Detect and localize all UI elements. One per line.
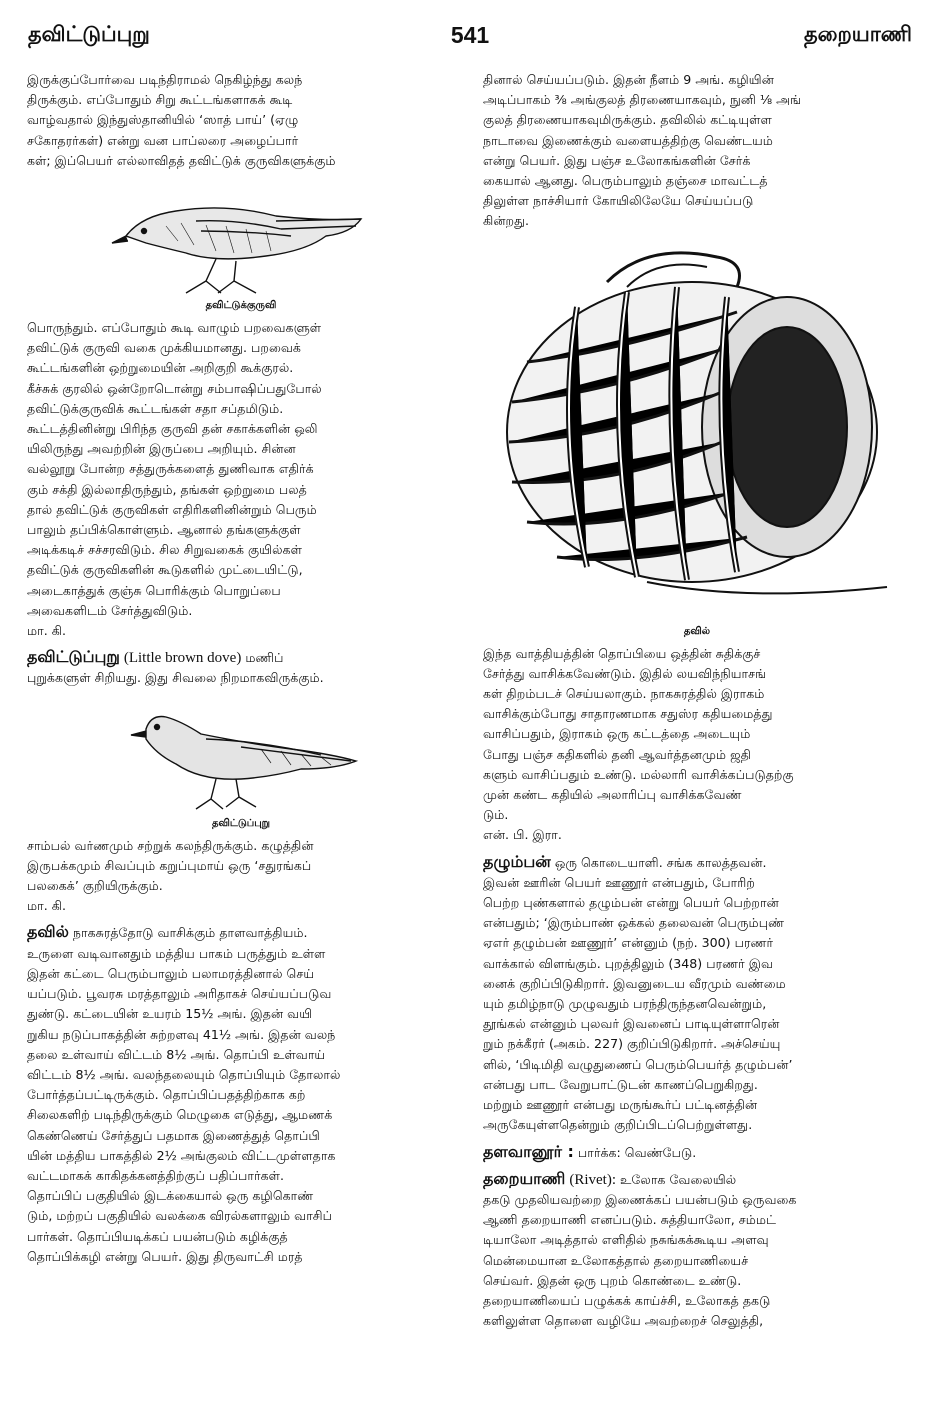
entry-english-name: (Little brown dove)	[123, 650, 242, 667]
entry-heading: தழும்பன்	[483, 851, 551, 871]
author-initials: மா. கி.	[27, 623, 67, 639]
dove-bird-illustration	[121, 699, 361, 814]
entry-text: மணிப் புறுக்களுள் சிறியது. இது சிவலை நிறமாகவிருக்கும்.	[27, 650, 324, 686]
figure-caption: தவிட்டுக்குருவி	[205, 300, 277, 312]
right-column	[483, 70, 911, 1415]
figure-caption: தவில்	[683, 625, 711, 637]
paragraph	[483, 644, 911, 846]
entry-thalavanur	[483, 1142, 911, 1163]
author-initials: என். பி. இரா.	[483, 827, 562, 843]
entry-thazhumban	[483, 852, 911, 1136]
figure-caption: தவிட்டுப்புறு	[211, 817, 271, 829]
page-number: 541	[450, 22, 490, 48]
entry-little-brown-dove	[27, 647, 455, 688]
entry-heading: தவில்	[27, 922, 69, 942]
header-right-title: தறையாணி	[803, 22, 912, 46]
paragraph	[27, 318, 455, 641]
author-initials: மா. கி.	[27, 898, 67, 914]
thavil-drum-illustration	[487, 242, 907, 622]
entry-text: பார்க்க: வெண்பேடு.	[573, 1144, 697, 1160]
paragraph	[27, 836, 455, 917]
entry-heading: தவிட்டுப்புறு	[27, 647, 120, 667]
paragraph-text: இந்த வாத்தியத்தின் தொப்பியை ஒத்தின் சுதிக்குச் சேர்த்து வாசிக்கவேண்டும். இதில் லயவிந்நியாசங் கள் திறம்படச் செய்யலாகும். நாகசுரத்தில் இராகம் வாசிக்கும்போது சாதாரணமாக சதுஸ்ர கதியமைத்து வாசிப்பதும், இராகம் ஒரு கட்டத்தை அடையும் போது பஞ்ச கதிகளில் தனி ஆவர்த்தனமும் ஜதி களும் வாசிப்பதும் உண்டு. மல்லாரி வாசிக்கப்படுதற்கு முன் கண்ட கதியில் அலாரிப்பு வாசிக்கவேண் டும்.	[483, 645, 794, 823]
entry-english-name: (Rivet):	[569, 1171, 616, 1188]
figure-babbler	[27, 181, 455, 312]
page-header	[0, 22, 940, 62]
entry-text: உலோக வேலையில் தகடு முதலியவற்றை இணைக்கப் பயன்படும் ஒருவகை ஆணி தறையாணி எனப்படும். சுத்தியாலோ, சம்மட் டியாலோ அடித்தால் எளிதில் நசுங்கக்கூடிய அளவு மென்மையான உலோகத்தால் தறையாணியைச் செய்வர். இதன் ஒரு புறம் கொண்டை உண்டு. தறையாணியைப் பழுக்கக் காய்ச்சி, உலோகத் தகடு களிலுள்ள தொளை வழியே அவற்றைச் செலுத்தி,	[483, 1171, 797, 1329]
entry-rivet	[483, 1169, 911, 1332]
left-column	[27, 70, 455, 1415]
paragraph-text: சாம்பல் வர்ணமும் சற்றுக் கலந்திருக்கும். கழுத்தின் இருபக்கமும் சிவப்பும் கறுப்புமாய் ஒரு ‘சதுரங்கப் பலகைக்’ குறியிருக்கும்.	[27, 837, 314, 894]
babbler-bird-illustration	[106, 181, 376, 296]
figure-thavil-drum	[483, 242, 911, 638]
paragraph-text: பொருந்தும். எப்போதும் கூடி வாழும் பறவைகளுள் தவிட்டுக் குருவி வகை முக்கியமானது. பறவைக் கூட்டங்களின் ஒற்றுமையின் அறிகுறி கூக்குரல். கீச்சுக் குரலில் ஒன்றோடொன்று சம்பாஷிப்பதுபோல் தவிட்டுக்குருவிக் கூட்டங்கள் சதா சப்தமிடும். கூட்டத்தினின்று பிரிந்த குருவி தன் சகாக்களின் ஒலி யிலிருந்து அவற்றின் இருப்பை அறியும். சின்ன வல்லூறு போன்ற சத்துருக்களைத் துணிவாக எதிர்க் கும் சக்தி இல்லாதிருந்தும், தங்கள் ஒற்றுமை பலத் தால் தவிட்டுக் குருவிகள் எதிரிகளினின்றும் பெரும் பாலும் தப்பிக்கொள்ளும். ஆனால் தங்களுக்குள் அடிக்கடிச் சச்சரவிடும். சில சிறுவகைக் குயில்கள் தவிட்டுக் குருவிகளின் கூடுகளில் முட்டையிட்டு, அடைகாத்துக் குஞ்சு பொரிக்கும் பொறுப்பை அவைகளிடம் சேர்த்துவிடும்.	[27, 320, 322, 618]
header-left-title: தவிட்டுப்புறு	[28, 22, 150, 46]
entry-text: ஒரு கொடையாளி. சங்க காலத்தவன். இவன் ஊரின் பெயர் ஊணூர் என்பதும், போரிற் பெற்ற புண்களால் தழும்பன் என்று பெயர் பெற்றான் என்பதும்; ‘இரும்பாண் ஒக்கல் தலைவன் பெரும்புண் ஏஎர் தழும்பன் ஊணூர்’ என்னும் (நற். 300) பரணர் வாக்கால் விளங்கும். புறத்திலும் (348) பரணர் இவ னைக் குறிப்பிடுகிறார். இவனுடைய வீரமும் வண்மை யும் தமிழ்நாடு முழுவதும் பரந்திருந்தனவென்றும், தூங்கல் என்னும் புலவர் இவனைப் பாடியுள்ளாரென் றும் நக்கீரர் (அகம். 227) குறிப்பிடுகிறார். அச்செய்யு ளில், ‘பிடிமிதி வழுதுணைப் பெரும்பெயர்த் தழும்பன்’ என்பது பாட வேறுபாட்டுடன் காணப்பெறுகிறது. மற்றும் ஊணூர் என்பது மருங்கூர்ப் பட்டினத்தின் அருகேயுள்ளதென்றும் குறிப்பிடப்பெற்றுள்ளது.	[483, 854, 793, 1133]
paragraph: தினால் செய்யப்படும். இதன் நீளம் 9 அங். கழியின் அடிப்பாகம் ⅜ அங்குலத் திரணையாகவும், நுனி ⅛ அங் குலத் திரணையாகவுமிருக்கும். தவிலில் கட்டியுள்ள நாடாவை இணைக்கும் வளையத்திற்கு வெண்டயம் என்று பெயர். இது பஞ்ச உலோகங்களின் சேர்க் கையால் ஆனது. பெரும்பாலும் தஞ்சை மாவட்டத் திலுள்ள நாச்சியார் கோயிலிலேயே செய்யப்படு கின்றது.	[483, 72, 802, 229]
paragraph: இருக்குப்போர்வை படிந்திராமல் நெகிழ்ந்து கலந் திருக்கும். எப்போதும் சிறு கூட்டங்களாகக் கூடி வாழ்வதால் இந்துஸ்தானியில் ‘ஸாத் பாய்’ (ஏழு சகோதரர்கள்) என்று வன பாப்லரை அழைப்பார் கள்; இப்பெயர் எல்லாவிதத் தவிட்டுக் குருவிகளுக்கும்	[27, 72, 336, 168]
figure-dove	[27, 699, 455, 830]
entry-thavil	[27, 922, 455, 1266]
entry-heading: தறையாணி	[483, 1168, 566, 1188]
entry-heading: தளவானூர் :	[483, 1141, 574, 1161]
entry-text: நாகசுரத்தோடு வாசிக்கும் தாளவாத்தியம். உருளை வடிவானதும் மத்திய பாகம் பருத்தும் உள்ள இதன் கட்டை பெரும்பாலும் பலாமரத்தினால் செய் யப்படும். பூவரசு மரத்தாலும் அரிதாகச் செய்யப்படுவ துண்டு. கட்டையின் உயரம் 15½ அங். இதன் வயி றுகிய நடுப்பாகத்தின் சுற்றளவு 41½ அங். இதன் வலந் தலை உள்வாய் விட்டம் 8½ அங். தொப்பி உள்வாய் விட்டம் 8½ அங். வலந்தலையும் தொப்பியும் தோலால் போர்த்தப்பட்டிருக்கும். தொப்பிப்பதத்திற்காக கற் சிலைகளிற் படிந்திருக்கும் மெழுகை எடுத்து, ஆமணக் கெண்ணெய் சேர்த்துப் பதமாக இணைத்துத் தொப்பி யின் மத்திய பாகத்தில் 2½ அங்குலம் விட்டமுள்ளதாக வட்டமாகக் காகிதக்கனத்திற்குப் பதிப்பார்கள். தொப்பிப் பகுதியில் இடக்கையால் ஒரு கழிகொண் டும், மற்றப் பகுதியில் வலக்கை விரல்களாலும் வாசிப் பார்கள். தொப்பியடிக்கப் பயன்படும் கழிக்குத் தொப்பிக்கழி என்று பெயர். இது திருவாட்சி மரத்	[27, 925, 341, 1264]
